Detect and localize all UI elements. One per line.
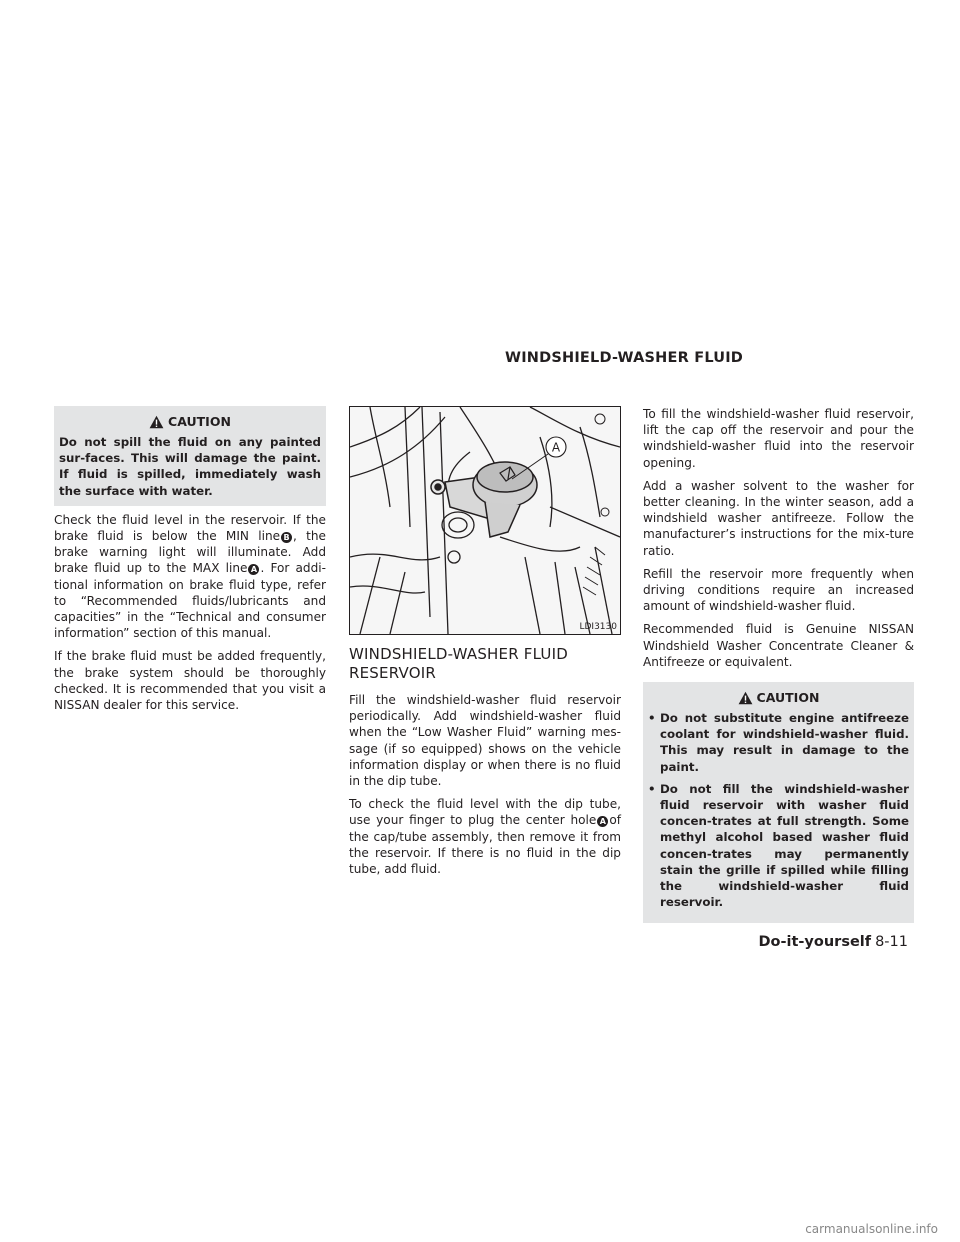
brake-fluid-check-paragraph	[54, 512, 326, 642]
caution-header	[59, 410, 321, 434]
solvent-paragraph: Add a washer solvent to the washer for better cleaning. In the winter season, add a windshield washer antifreeze. Follow the manufacturer’s instructions for the mix-ture ratio.	[643, 478, 914, 558]
column-middle	[349, 406, 621, 884]
footer-chapter: Do-it-yourself	[758, 934, 872, 950]
caution-box-washer	[643, 682, 914, 923]
caution-box-brake	[54, 406, 326, 506]
subheading-line-2: RESERVOIR	[349, 664, 436, 682]
watermark: carmanualsonline.info	[805, 1222, 938, 1236]
callout-a: A	[597, 816, 608, 827]
figure-callout-a: A	[551, 440, 561, 455]
caution-list	[648, 710, 909, 910]
warning-icon	[149, 415, 164, 429]
text-run: To check the fluid level with the dip tube, use your finger to plug the center hole	[349, 797, 621, 828]
text-run: . For addi-tional information on brake fluid type, refer to “Recommended fluids/lubricants and capacities” in the “Technical and consumer information” section of this manual.	[54, 561, 327, 641]
text-run: Check the fluid level in the reservoir. If the brake fluid is below the MIN line	[54, 512, 326, 544]
subheading-line-1: WINDSHIELD-WASHER FLUID	[349, 645, 568, 663]
page-footer	[759, 934, 909, 950]
caution-title: CAUTION	[756, 690, 820, 706]
dip-tube-paragraph	[349, 796, 621, 877]
fill-instructions-paragraph: To fill the windshield-washer fluid reservoir, lift the cap off the reservoir and pour the windshield-washer fluid into the reservoir opening.	[643, 407, 914, 470]
column-right	[643, 406, 914, 929]
footer-page-number: 8-11	[875, 934, 908, 950]
refill-paragraph: Refill the reservoir more frequently when driving conditions require an increased amount of windshield-washer fluid.	[643, 566, 914, 614]
caution-item: • Do not fill the windshield-washer fluid reservoir with washer fluid concen-trates at full strength. Some methyl alcohol based washer fluid concen-trates may permanently stain the grille if spilled while filling the windshield-washer fluid reservoir.	[648, 781, 909, 911]
caution-item: • Do not substitute engine antifreeze coolant for windshield-washer fluid. This may result in damage to the paint.	[648, 710, 909, 775]
reservoir-subheading	[349, 645, 621, 683]
column-left	[54, 406, 326, 720]
callout-a: A	[248, 564, 259, 575]
caution-text: Do not spill the fluid on any painted sur-faces. This will damage the paint. If fluid is spilled, immediately wash the surface with water.	[59, 435, 321, 498]
text-run: , the brake warning light will illuminate. Add brake fluid up to the MAX line	[54, 529, 326, 576]
callout-b: B	[281, 532, 292, 543]
caution-title: CAUTION	[168, 414, 231, 429]
engine-bay-illustration	[350, 407, 620, 634]
caution-header	[648, 686, 909, 710]
text-run: of the cap/tube assembly, then remove it from the reservoir. If there is no fluid in the dip tube, add fluid.	[349, 813, 621, 877]
figure-code: LDI3130	[579, 622, 617, 632]
section-heading: WINDSHIELD-WASHER FLUID	[505, 350, 744, 366]
reservoir-figure	[349, 406, 621, 635]
warning-icon	[738, 691, 753, 705]
recommended-fluid-paragraph: Recommended fluid is Genuine NISSAN Windshield Washer Concentrate Cleaner & Antifreeze or equivalent.	[643, 622, 914, 669]
brake-system-paragraph: If the brake fluid must be added frequently, the brake system should be thoroughly checked. It is recommended that you visit a NISSAN dealer for this service.	[54, 649, 326, 713]
fill-reservoir-paragraph: Fill the windshield-washer fluid reservoir periodically. Add windshield-washer fluid when the “Low Washer Fluid” warning mes-sage (if so equipped) shows on the vehicle information display or when there is no fluid in the dip tube.	[349, 693, 621, 789]
